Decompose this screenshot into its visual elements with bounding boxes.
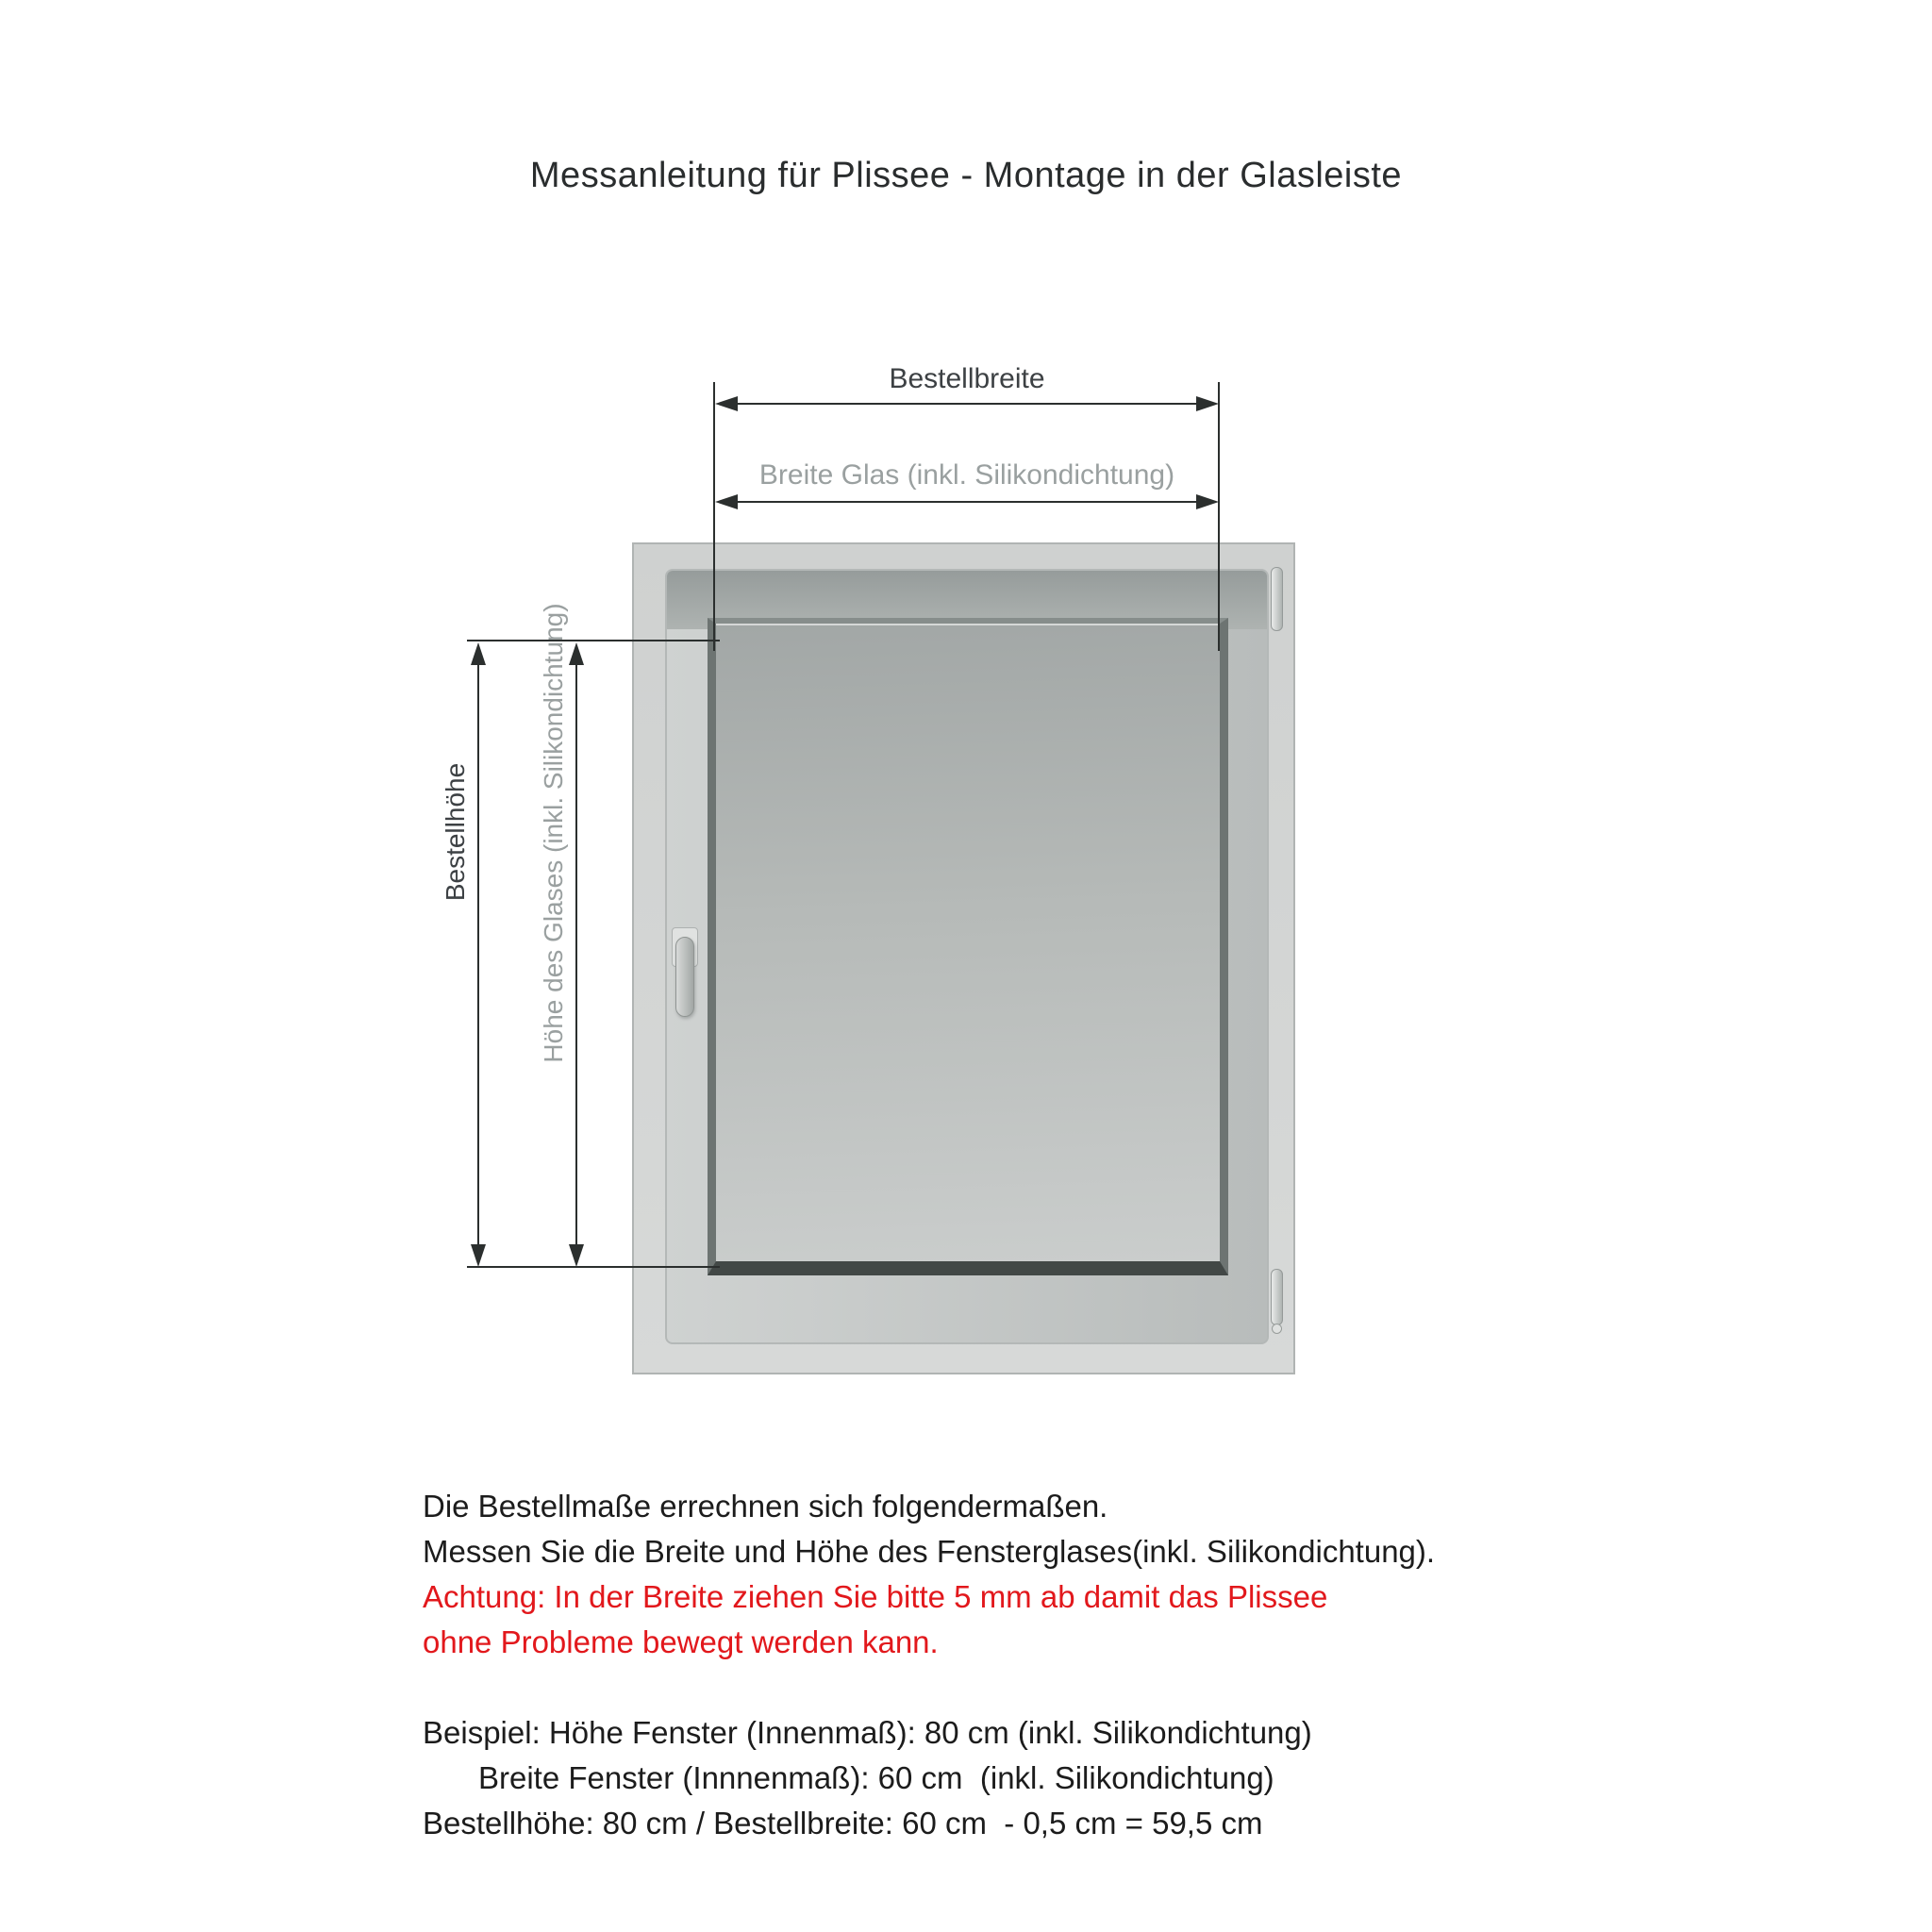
extension-line-left (713, 382, 715, 651)
order-height-dimension-line (477, 660, 479, 1249)
extension-line-right (1218, 382, 1220, 651)
arrowhead-right-icon (1196, 396, 1219, 411)
tick-line-top (467, 640, 720, 641)
tick-line-bottom (467, 1266, 720, 1268)
arrowhead-left-icon (715, 396, 738, 411)
instruction-line: Messen Sie die Breite und Höhe des Fensterglases(inkl. Silikondichtung). (423, 1534, 1436, 1569)
order-width-label: Bestellbreite (889, 363, 1045, 394)
glass-height-label: Höhe des Glases (inkl. Silikondichtung) (539, 603, 568, 1063)
window-hinge-pin (1272, 1324, 1282, 1334)
order-height-label: Bestellhöhe (441, 762, 470, 902)
arrowhead-down-icon (569, 1244, 584, 1267)
page-title: Messanleitung für Plissee - Montage in der Glasleiste (529, 156, 1403, 195)
arrowhead-right-icon (1196, 494, 1219, 509)
glass-height-dimension-line (575, 660, 577, 1249)
arrowhead-left-icon (715, 494, 738, 509)
order-width-dimension-line (728, 403, 1206, 405)
warning-line: Achtung: In der Breite ziehen Sie bitte 5 mm ab damit das Plissee (423, 1579, 1328, 1614)
glass-width-label: Breite Glas (inkl. Silikondichtung) (758, 459, 1175, 491)
window-glass (708, 618, 1228, 1275)
window-hinge-bottom (1271, 1269, 1283, 1325)
example-line: Breite Fenster (Innnenmaß): 60 cm (inkl. Silikondichtung) (478, 1760, 1274, 1795)
instruction-line: Die Bestellmaße errechnen sich folgendermaßen. (423, 1489, 1108, 1524)
warning-line: ohne Probleme bewegt werden kann. (423, 1624, 939, 1659)
arrowhead-down-icon (471, 1244, 486, 1267)
window-hinge-top (1271, 567, 1283, 631)
example-line: Bestellhöhe: 80 cm / Bestellbreite: 60 cm - 0,5 cm = 59,5 cm (423, 1806, 1263, 1840)
glass-width-dimension-line (728, 501, 1206, 503)
arrowhead-up-icon (569, 642, 584, 665)
arrowhead-up-icon (471, 642, 486, 665)
window-handle (675, 937, 694, 1017)
example-line: Beispiel: Höhe Fenster (Innenmaß): 80 cm (inkl. Silikondichtung) (423, 1715, 1312, 1750)
